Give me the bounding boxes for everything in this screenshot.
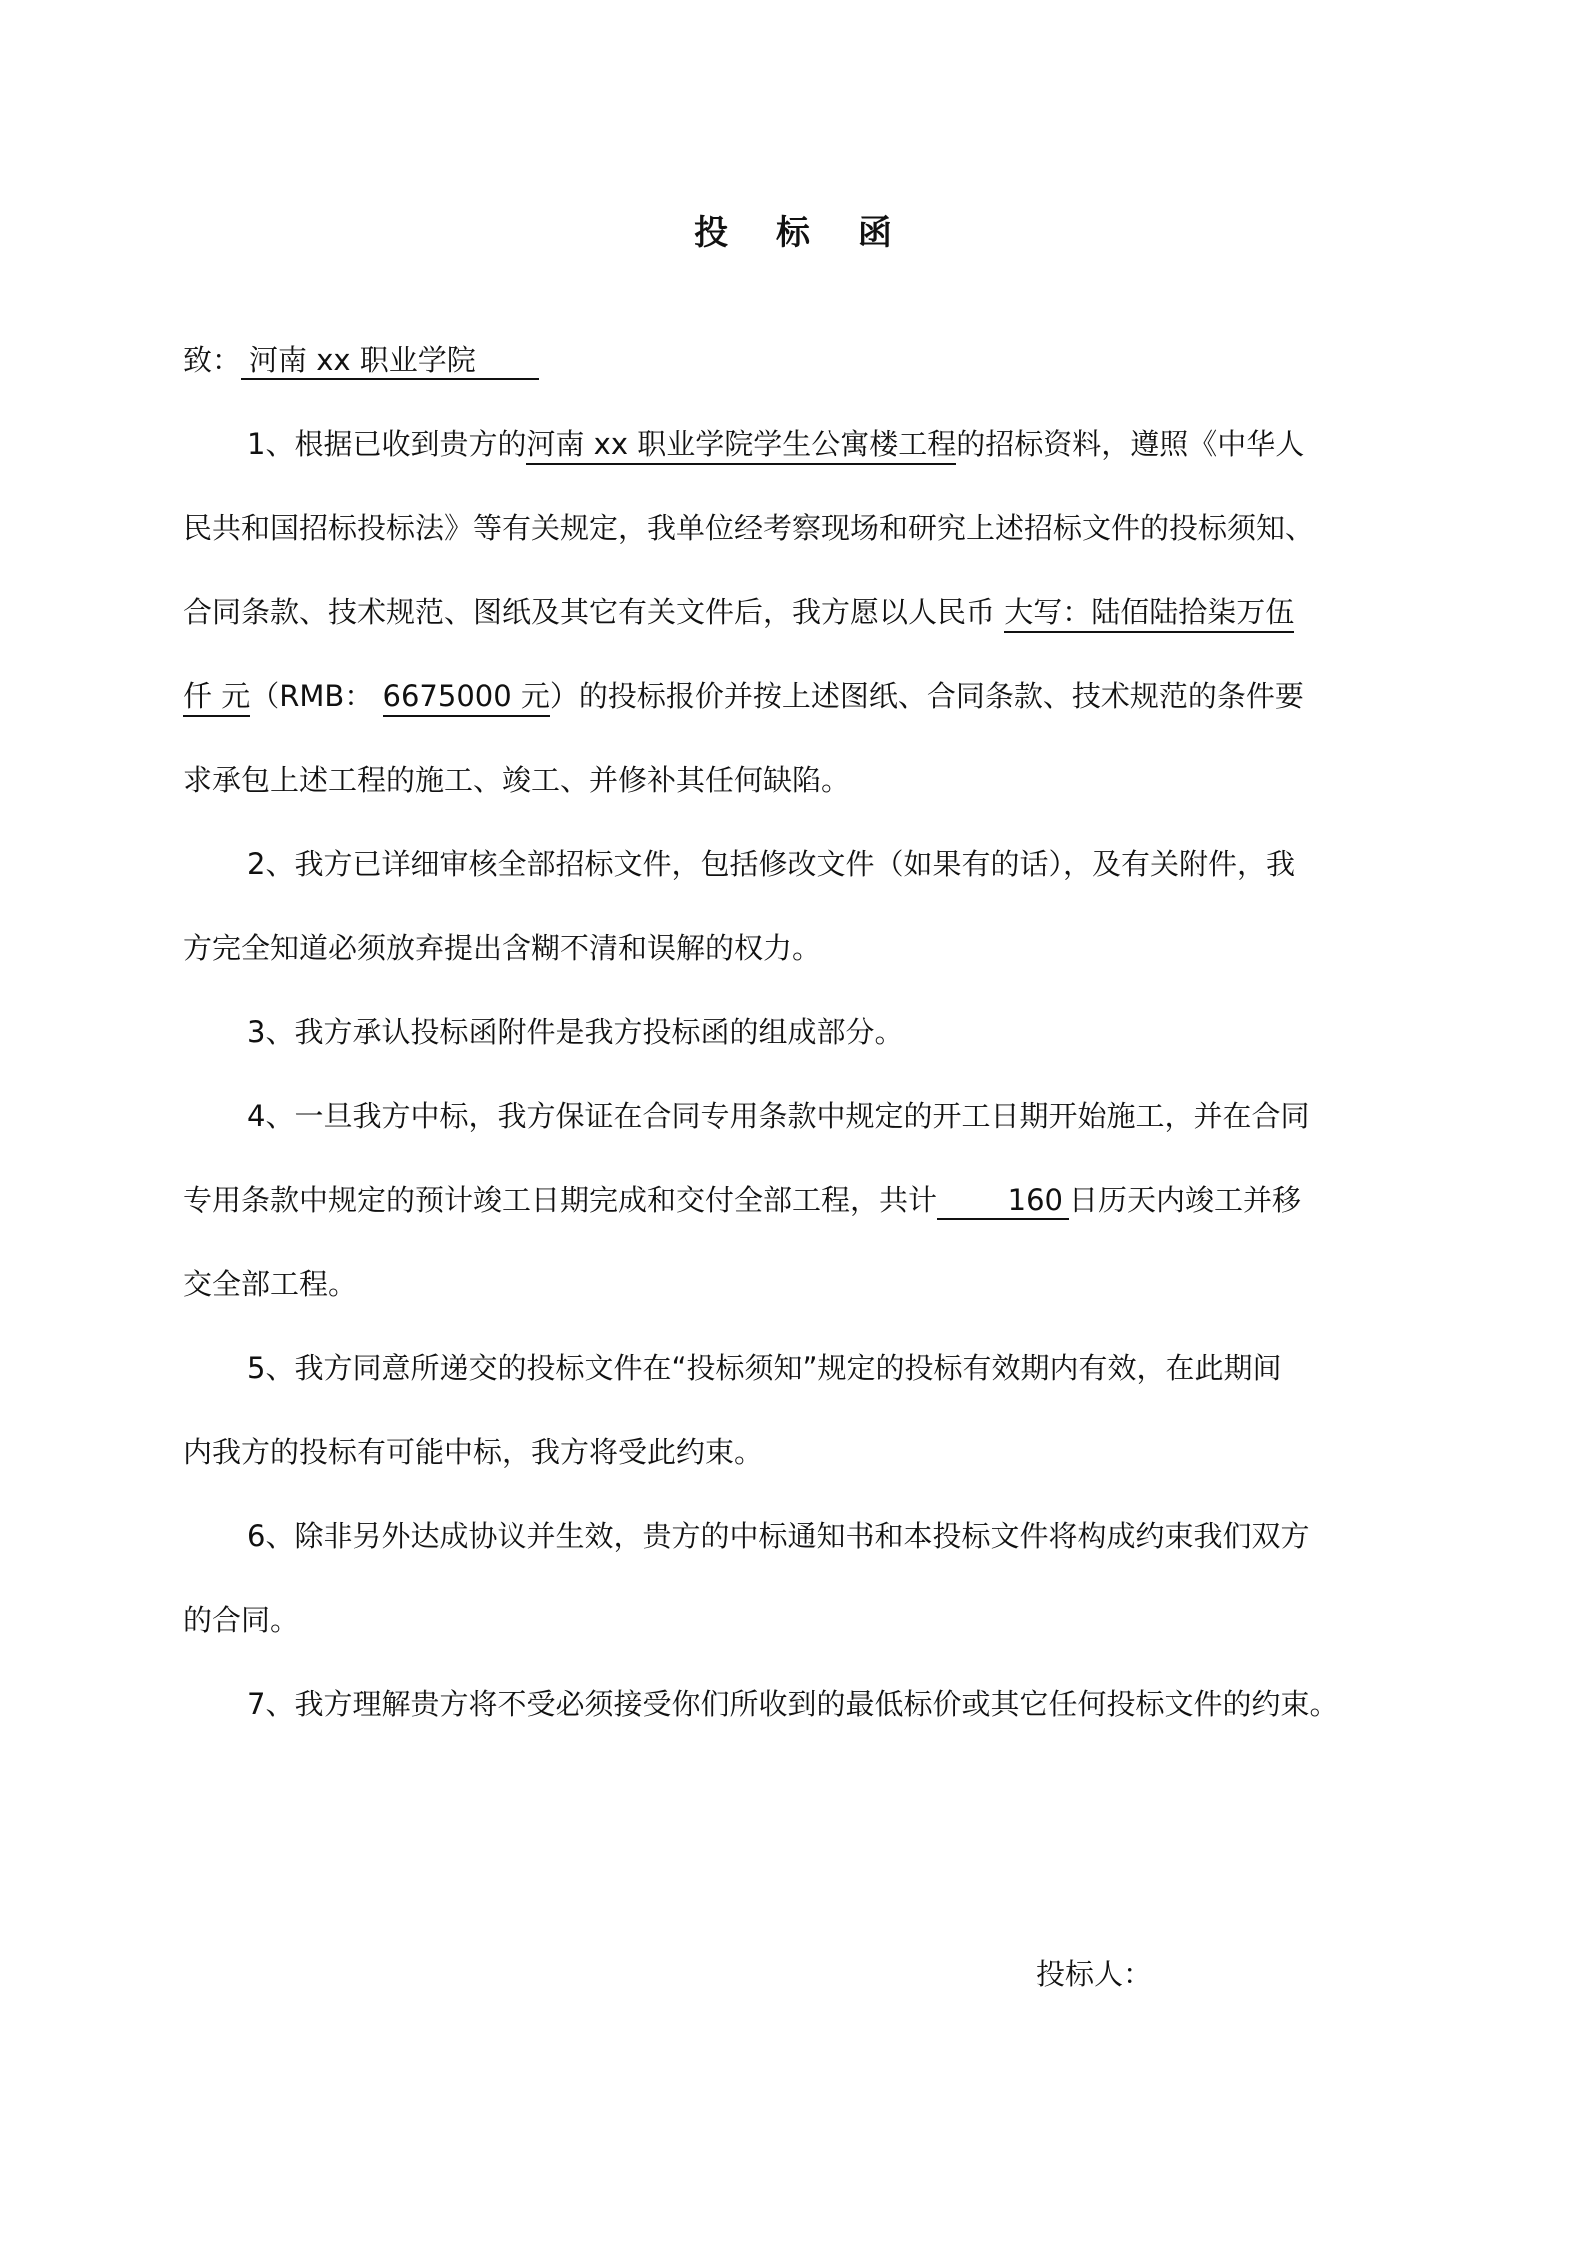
clause-5-text: 内我方的投标有可能中标，我方将受此约束。: [183, 1435, 764, 1469]
clause-1-line-4: [183, 654, 1413, 738]
amount-in-words: 大写：陆佰陆拾柒万伍: [1004, 595, 1294, 633]
addressee-line: [183, 318, 1413, 402]
clause-4-line-1: [183, 1074, 1413, 1158]
clause-4-text: 4、一旦我方中标，我方保证在合同专用条款中规定的开工日期开始施工，并在合同: [247, 1099, 1310, 1133]
clause-1-text: 合同条款、技术规范、图纸及其它有关文件后，我方愿以人民币: [183, 595, 1005, 629]
clause-2-line-1: [183, 822, 1413, 906]
clause-1-line-1: [183, 402, 1413, 486]
clause-2-text: 方完全知道必须放弃提出含糊不清和误解的权力。: [183, 931, 822, 965]
clause-1-text: （RMB：: [250, 679, 383, 713]
clause-1-line-3: [183, 570, 1413, 654]
bidder-signature-label: 投标人：: [1036, 1957, 1153, 1991]
clause-3-line-1: [183, 990, 1413, 1074]
amount-in-words-end: 仟 元: [183, 679, 250, 717]
project-name: 河南 xx 职业学院学生公寓楼工程: [526, 427, 956, 465]
clause-6-text: 6、除非另外达成协议并生效，贵方的中标通知书和本投标文件将构成约束我们双方: [247, 1519, 1310, 1553]
clause-1-text: 民共和国招标投标法》等有关规定，我单位经考察现场和研究上述招标文件的投标须知、: [183, 511, 1315, 545]
clause-7-text: 7、我方理解贵方将不受必须接受你们所收到的最低标价或其它任何投标文件的约束。: [247, 1687, 1339, 1721]
amount-in-numbers: 6675000 元: [383, 679, 550, 717]
clause-6-line-2: [183, 1578, 1413, 1662]
clause-3-text: 3、我方承认投标函附件是我方投标函的组成部分。: [247, 1015, 904, 1049]
addressee-value: 河南 xx 职业学院: [241, 342, 539, 380]
addressee-label: 致：: [183, 343, 242, 377]
clause-1-line-2: [183, 486, 1413, 570]
clause-4-text: 日历天内竣工并移: [1069, 1183, 1302, 1217]
clause-6-line-1: [183, 1494, 1413, 1578]
clause-1-text: 1、根据已收到贵方的: [247, 427, 527, 461]
construction-days: 160: [937, 1182, 1069, 1220]
clause-5-text: 5、我方同意所递交的投标文件在“投标须知”规定的投标有效期内有效，在此期间: [247, 1351, 1282, 1385]
document-body: [183, 318, 1413, 1746]
clause-4-line-3: [183, 1242, 1413, 1326]
clause-6-text: 的合同。: [183, 1603, 300, 1637]
clause-1-text: 求承包上述工程的施工、竣工、并修补其任何缺陷。: [183, 763, 851, 797]
clause-5-line-2: [183, 1410, 1413, 1494]
clause-4-line-2: [183, 1158, 1413, 1242]
clause-2-text: 2、我方已详细审核全部招标文件，包括修改文件（如果有的话），及有关附件，我: [247, 847, 1295, 881]
document-title: 投 标 函: [694, 213, 910, 253]
clause-1-text: ）的投标报价并按上述图纸、合同条款、技术规范的条件要: [549, 679, 1304, 713]
clause-2-line-2: [183, 906, 1413, 990]
clause-1-text: 的招标资料，遵照《中华人: [956, 427, 1305, 461]
clause-5-line-1: [183, 1326, 1413, 1410]
clause-4-text: 交全部工程。: [183, 1267, 358, 1301]
clause-4-text: 专用条款中规定的预计竣工日期完成和交付全部工程，共计: [183, 1183, 938, 1217]
clause-7-line-1: [183, 1662, 1413, 1746]
clause-1-line-5: [183, 738, 1413, 822]
